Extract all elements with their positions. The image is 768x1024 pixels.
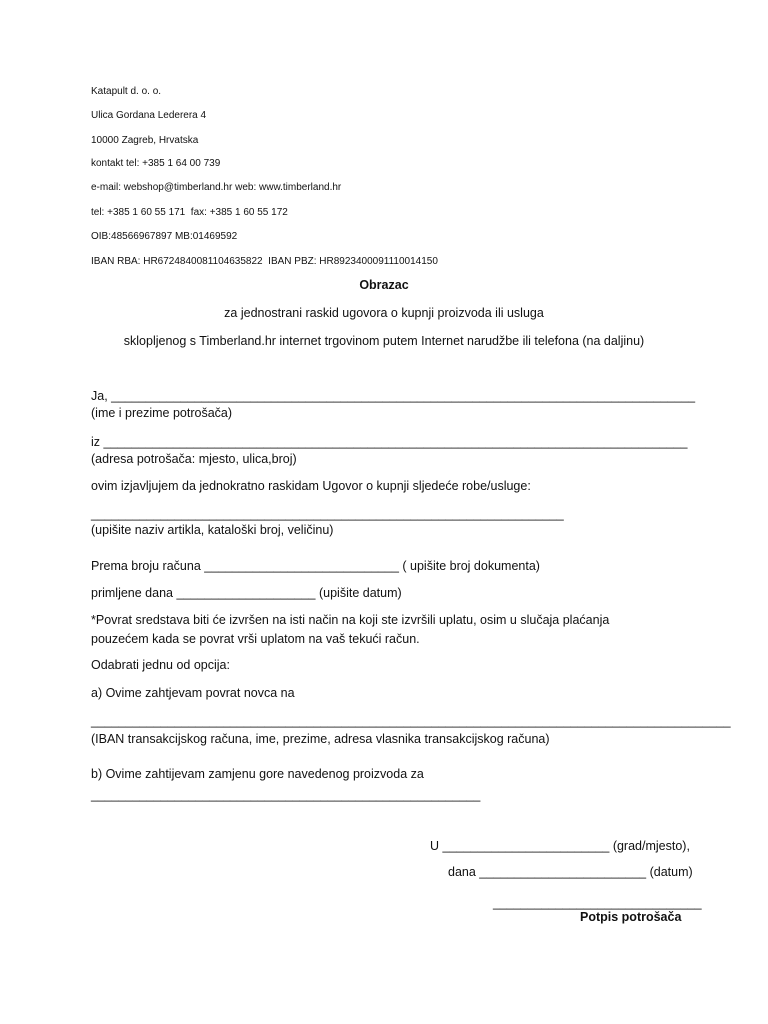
consumer-name-field[interactable]: Ja, ____________________________________________________________________________________	[91, 389, 696, 403]
item-field[interactable]: ____________________________________________________________________	[91, 507, 564, 521]
received-date-field[interactable]: primljene dana ____________________ (upišite datum)	[91, 586, 402, 600]
signature-label: Potpis potrošača	[580, 910, 682, 924]
refund-note-line-1: *Povrat sredstava biti će izvršen na isti način na koji ste izvršili uplatu, osim u slučaja plaćanja	[91, 613, 610, 627]
invoice-number-field[interactable]: Prema broju računa ____________________________ ( upišite broj dokumenta)	[91, 559, 540, 573]
consumer-name-hint: (ime i prezime potrošača)	[91, 406, 233, 420]
form-subtitle-2: sklopljenog s Timberland.hr internet trgovinom putem Internet narudžbe ili telefona (na daljinu)	[123, 334, 645, 348]
form-title: Obrazac	[359, 278, 409, 292]
options-heading: Odabrati jednu od opcija:	[91, 658, 230, 672]
company-name: Katapult d. o. o.	[91, 86, 162, 97]
option-b-label: b) Ovime zahtijevam zamjenu gore navedenog proizvoda za	[91, 767, 424, 781]
company-email-web: e-mail: webshop@timberland.hr web: www.timberland.hr	[91, 182, 342, 193]
consumer-address-field[interactable]: iz ____________________________________________________________________________________	[91, 435, 688, 449]
signature-field[interactable]: ______________________________	[493, 896, 702, 910]
item-hint: (upišite naziv artikla, kataloški broj, veličinu)	[91, 523, 334, 537]
company-street: Ulica Gordana Lederera 4	[91, 110, 207, 121]
option-a-hint: (IBAN transakcijskog računa, ime, prezime, adresa vlasnika transakcijskog računa)	[91, 732, 550, 746]
form-subtitle-1: za jednostrani raskid ugovora o kupnji proizvoda ili usluga	[224, 306, 544, 320]
company-contact: kontakt tel: +385 1 64 00 739	[91, 158, 221, 169]
date-field[interactable]: dana ________________________ (datum)	[448, 865, 693, 879]
company-city: 10000 Zagreb, Hrvatska	[91, 135, 199, 146]
option-a-field[interactable]: ____________________________________________________________________________________________	[91, 714, 731, 728]
place-field[interactable]: U ________________________ (grad/mjesto),	[430, 839, 690, 853]
consumer-address-hint: (adresa potrošača: mjesto, ulica,broj)	[91, 452, 297, 466]
company-iban: IBAN RBA: HR6724840081104635822 IBAN PBZ: HR8923400091110014150	[91, 256, 438, 267]
refund-note-line-2: pouzećem kada se povrat vrši uplatom na vaš tekući račun.	[91, 632, 420, 646]
cancellation-statement: ovim izjavljujem da jednokratno raskidam Ugovor o kupnji sljedeće robe/usluge:	[91, 479, 531, 493]
company-oib-mb: OIB:48566967897 MB:01469592	[91, 231, 238, 242]
option-b-field[interactable]: ________________________________________________________	[91, 788, 481, 802]
option-a-label: a) Ovime zahtjevam povrat novca na	[91, 686, 295, 700]
company-tel-fax: tel: +385 1 60 55 171 fax: +385 1 60 55 172	[91, 207, 288, 218]
